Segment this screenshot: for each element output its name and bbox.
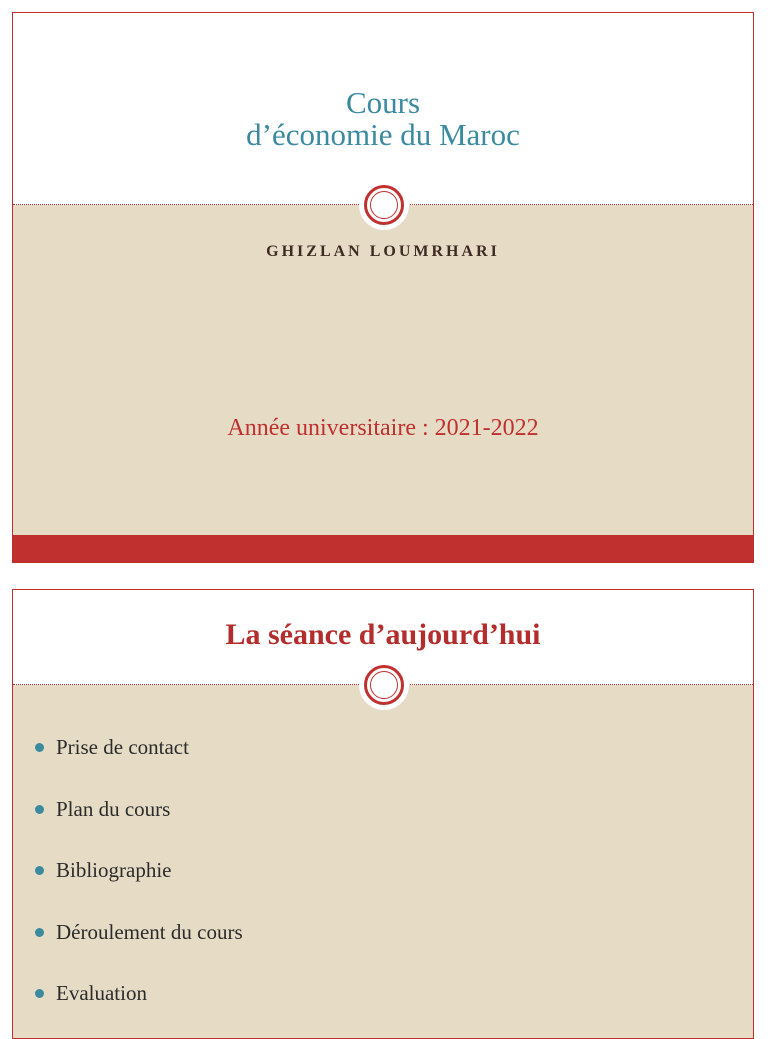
bullet-dot-icon (35, 743, 44, 752)
list-item (33, 734, 243, 796)
bullet-dot-icon (35, 805, 44, 814)
title-slide (12, 12, 754, 563)
bullet-list (33, 734, 243, 1039)
list-item (33, 980, 243, 1039)
list-item-text: Prise de contact (56, 735, 189, 759)
list-item-text: Déroulement du cours (56, 919, 243, 944)
list-item-text: Plan du cours (56, 796, 171, 821)
list-item-text: Evaluation (56, 981, 147, 1005)
slide-title: La séance d’aujourd’hui (225, 618, 541, 651)
academic-year: Année universitaire : 2021-2022 (227, 415, 539, 441)
slide-title (13, 87, 753, 151)
bullet-dot-icon (35, 928, 44, 937)
list-item (33, 857, 243, 919)
title-line-2: d’économie du Maroc (246, 117, 520, 152)
ornament-ring-icon (359, 180, 409, 230)
ornament-ring-icon (359, 660, 409, 710)
list-item-text: Bibliographie (56, 858, 172, 882)
agenda-slide (12, 589, 754, 1039)
author-name: GHIZLAN LOUMRHARI (266, 243, 500, 260)
bullet-dot-icon (35, 866, 44, 875)
title-line-1: Cours (345, 85, 421, 120)
footer-bar (13, 535, 753, 562)
list-item (33, 796, 243, 858)
bullet-dot-icon (35, 989, 44, 998)
list-item (33, 919, 243, 981)
